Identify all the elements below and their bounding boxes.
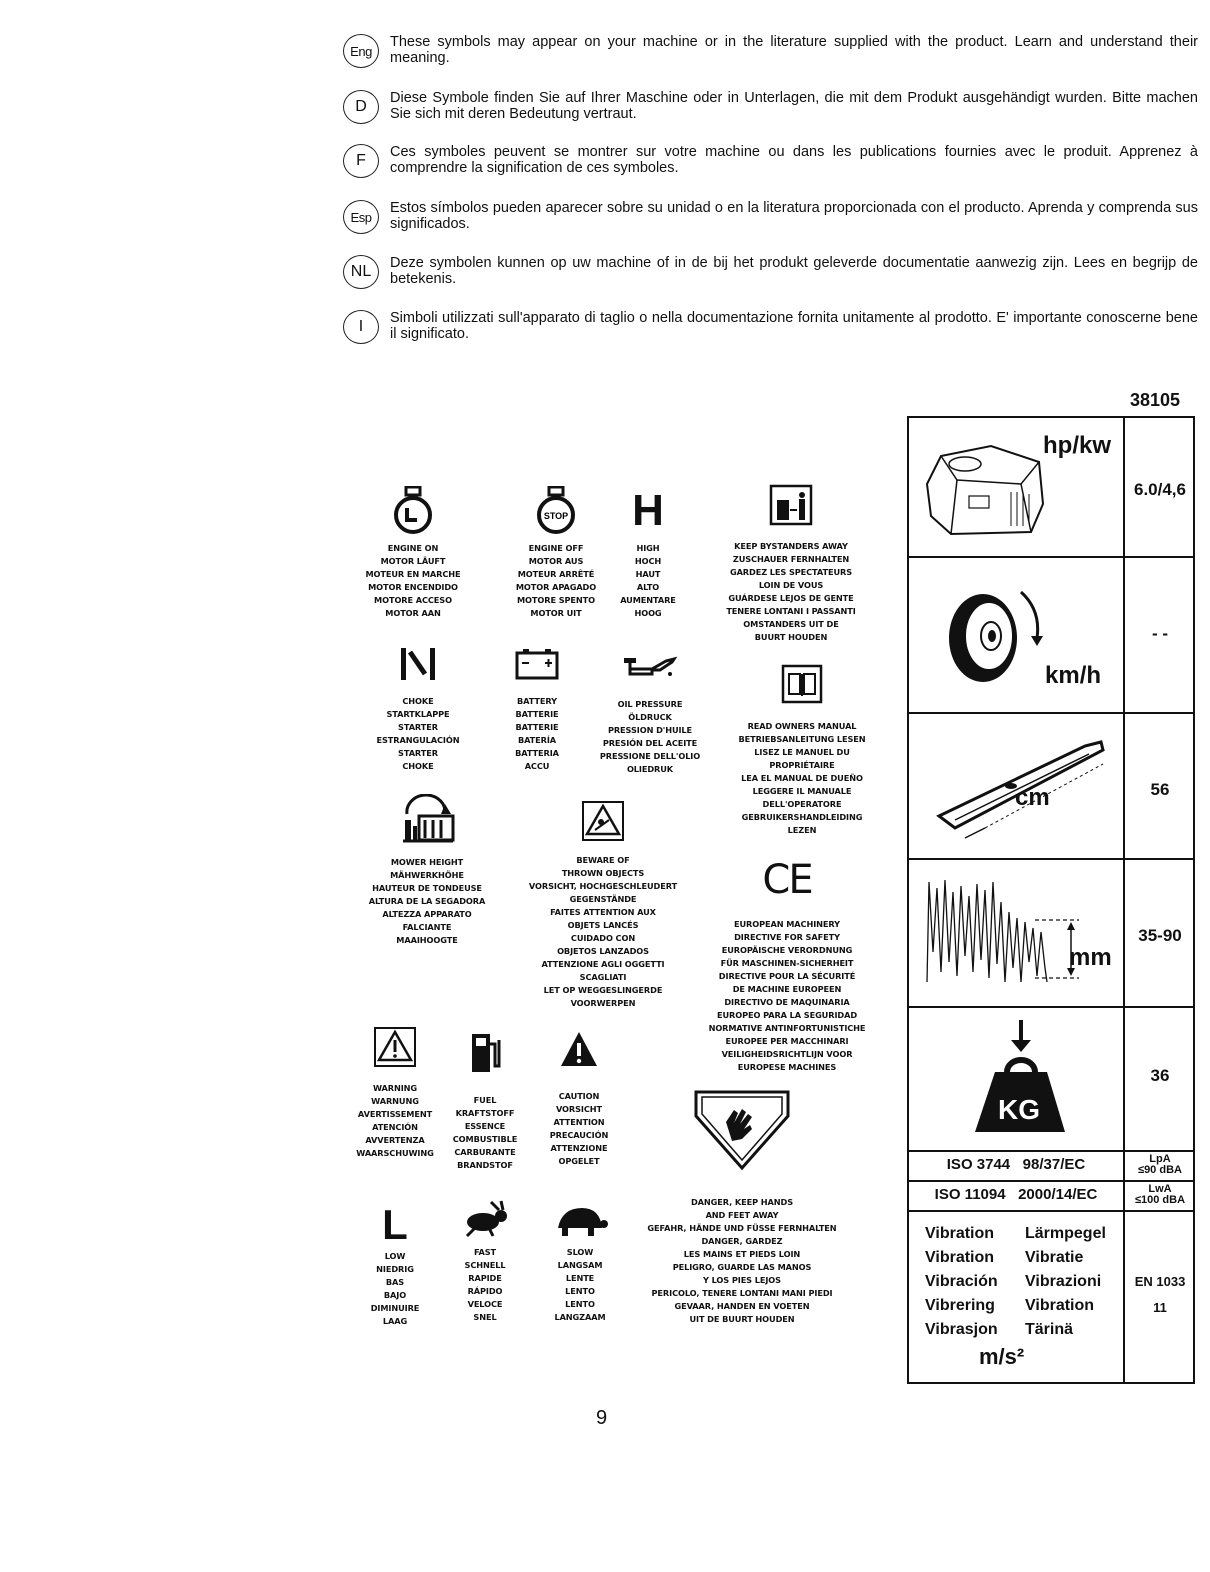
vibration-value: 11	[1153, 1300, 1167, 1315]
iso-row-1	[909, 1156, 1123, 1173]
read-manual-caption: READ OWNERS MANUAL BETRIEBSANLEITUNG LESEN LISEZ LE MANUEL DU PROPRIÉTAIRE LEA EL MANUAL DE DUEÑO LEGGERE IL MANUALE DELL'OPERATORE GEBRUIKERSHANDLEIDING LEZEN	[738, 721, 866, 835]
weight-value: 36	[1150, 1066, 1170, 1085]
symbol-slow	[530, 1206, 630, 1324]
iso1-standard: ISO 3744	[946, 1156, 1011, 1173]
symbol-engine-off	[501, 486, 611, 620]
symbol-battery	[497, 648, 577, 773]
vibration-standard: EN 1033	[1134, 1274, 1186, 1289]
ce-caption: EUROPEAN MACHINERY DIRECTIVE FOR SAFETY EUROPÄISCHE VERORDNUNG FÜR MASCHINEN-SICHERHEIT DIRECTIVE POUR LA SÉCURITÉ DE MACHINE EUROPEEN DIRECTIVO DE MAQUINARIA EUROPEO PARA LA SEGURIDAD NORMATIVE ANTINFORTUNISTICHE EUROPEE PER MACCHINARI VEILIGHEIDSRICHTLIJN VOOR EUROPESE MACHINES	[708, 919, 866, 1072]
symbol-warning	[340, 1026, 450, 1160]
mower-height-icon	[397, 794, 457, 844]
battery-icon	[515, 648, 559, 680]
caution-caption: CAUTION VORSICHT ATTENTION PRECAUCIÓN ATTENZIONE OPGELET	[549, 1091, 609, 1166]
symbol-mower-height	[352, 794, 502, 947]
iso2-standard: ISO 11094	[934, 1186, 1006, 1203]
slow-caption: SLOW LANGSAM LENTE LENTO LENTO LANGZAAM	[554, 1247, 606, 1322]
intro-text-eng: These symbols may appear on your machine or in the literature supplied with the product. Learn and understand their meaning.	[390, 34, 1198, 66]
caution-icon	[559, 1030, 599, 1068]
weight-icon	[965, 1016, 1065, 1146]
power-unit: hp/kw	[1043, 432, 1112, 459]
symbol-engine-on	[358, 486, 468, 620]
iso-row-2	[909, 1186, 1123, 1203]
symbol-choke	[358, 646, 478, 773]
iso-row-1-value: LpA ≤90 dBA	[1138, 1153, 1182, 1176]
thrown-objects-caption: BEWARE OF THROWN OBJECTS VORSICHT, HOCHGESCHLEUDERT GEGENSTÄNDE FAITES ATTENTION AUX OBJETS LANCÉS CUIDADO CON OBJETOS LANZADOS ATTENZIONE AGLI OGGETTI SCAGLIATI LET OP WEGGESLINGERDE VOORWERPEN	[528, 855, 678, 1008]
vibration-labels-right: Lärmpegel Vibratie Vibrazioni Vibration Tärinä	[1025, 1225, 1106, 1338]
warning-caption: WARNING WARNUNG AVERTISSEMENT ATENCIÓN AVVERTENZA WAARSCHUWING	[356, 1083, 434, 1158]
intro-row-i	[343, 310, 1198, 354]
rabbit-icon	[461, 1200, 509, 1240]
fuel-caption: FUEL KRAFTSTOFF ESSENCE COMBUSTIBLE CARBURANTE BRANDSTOF	[452, 1095, 518, 1170]
wheel-icon	[933, 580, 1053, 690]
intro-row-eng	[343, 34, 1198, 78]
speed-unit: km/h	[1045, 662, 1102, 689]
engine-off-icon-text: STOP	[543, 511, 569, 521]
symbol-bystanders	[706, 484, 876, 644]
intro-row-f	[343, 144, 1198, 188]
lang-badge-eng: Eng	[343, 34, 379, 68]
cut-value: 56	[1150, 780, 1170, 799]
spec-divider	[1123, 418, 1125, 1382]
symbol-read-manual	[712, 664, 892, 837]
vibration-labels-left: Vibration Vibration Vibración Vibrering Vibrasjon	[925, 1225, 998, 1338]
intro-text-i: Simboli utilizzati sull'apparato di taglio o nella documentazione fornita unitamente al prodotto. E' importante conoscerne bene il significato.	[390, 310, 1198, 342]
low-letter: L	[382, 1201, 408, 1248]
symbol-hands-danger	[622, 1088, 862, 1326]
fuel-pump-icon	[468, 1032, 502, 1074]
symbol-ce	[682, 858, 892, 1074]
engine-on-icon	[393, 486, 433, 536]
high-letter: H	[632, 486, 664, 535]
page-number: 9	[596, 1407, 608, 1429]
symbol-fuel	[440, 1032, 530, 1172]
intro-text-d: Diese Symbole finden Sie auf Ihrer Maschine oder in Unterlagen, die mit dem Produkt ausgehändigt wurden. Bitte machen Sie sich mit deren Bedeutung vertraut.	[390, 90, 1198, 122]
thrown-objects-icon	[581, 800, 625, 842]
engine-icon	[921, 440, 1051, 540]
power-value: 6.0/4,6	[1134, 480, 1186, 499]
engine-off-icon	[536, 486, 576, 536]
intro-row-esp	[343, 200, 1198, 244]
symbol-fast	[440, 1200, 530, 1324]
iso2-directive: 2000/14/EC	[1018, 1186, 1098, 1203]
speed-value: - -	[1151, 624, 1169, 643]
weight-unit: KG	[998, 1094, 1040, 1125]
intro-text-esp: Estos símbolos pueden aparecer sobre su unidad o en la literatura proporcionada con el producto. Aprenda y comprenda sus significados.	[390, 200, 1198, 232]
symbol-caution	[534, 1030, 624, 1168]
turtle-icon	[552, 1206, 608, 1240]
grass-icon	[923, 872, 1083, 992]
lang-badge-d: D	[343, 90, 379, 124]
hands-danger-caption: DANGER, KEEP HANDS AND FEET AWAY GEFAHR, HÄNDE UND FÜSSE FERNHALTEN DANGER, GARDEZ LES MAINS ET PIEDS LOIN PELIGRO, GUARDE LAS MANOS Y LOS PIES LEJOS PERICOLO, TENERE LONTANI MANI PIEDI GEVAAR, HANDEN EN VOETEN UIT DE BUURT HOUDEN	[647, 1197, 837, 1324]
intro-row-d	[343, 90, 1198, 134]
battery-caption: BATTERY BATTERIE BATTERIE BATERÍA BATTERIA ACCU	[515, 696, 559, 771]
spec-table	[907, 416, 1195, 1384]
vibration-unit: m/s²	[979, 1344, 1025, 1369]
cut-unit: cm	[1015, 784, 1050, 811]
hand-danger-icon	[692, 1088, 792, 1172]
symbol-high	[608, 486, 688, 620]
oil-pressure-caption: OIL PRESSURE ÖLDRUCK PRESSION D'HUILE PRESIÓN DEL ACEITE PRESSIONE DELL'OLIO OLIEDRUK	[599, 699, 701, 774]
engine-on-caption: ENGINE ON MOTOR LÄUFT MOTEUR EN MARCHE MOTOR ENCENDIDO MOTORE ACCESO MOTOR AAN	[365, 543, 461, 618]
warning-icon	[373, 1026, 417, 1068]
intro-text-nl: Deze symbolen kunnen op uw machine of in de bij het produkt geleverde documentatie aanwezig zijn. Lees en begrijp de betekenis.	[390, 255, 1198, 287]
lang-badge-f: F	[343, 144, 379, 178]
intro-row-nl	[343, 255, 1198, 299]
fast-caption: FAST SCHNELL RAPIDE RÁPIDO VELOCE SNEL	[464, 1247, 506, 1322]
height-value: 35-90	[1138, 926, 1182, 945]
high-caption: HIGH HOCH HAUT ALTO AUMENTARE HOOG	[620, 543, 676, 618]
lang-badge-i: I	[343, 310, 379, 344]
symbol-low	[350, 1201, 440, 1328]
lang-badge-esp: Esp	[343, 200, 379, 234]
height-unit: mm	[1069, 944, 1112, 971]
model-number: 38105	[1130, 390, 1181, 410]
intro-text-f: Ces symboles peuvent se montrer sur votre machine ou dans les publications fournies avec le produit. Apprenez à comprendre la signification de ces symboles.	[390, 144, 1198, 176]
mower-height-caption: MOWER HEIGHT MÄHWERKHÖHE HAUTEUR DE TONDEUSE ALTURA DE LA SEGADORA ALTEZZA APPARATO FALCIANTE MAAIHOOGTE	[368, 857, 486, 945]
lang-badge-nl: NL	[343, 255, 379, 289]
low-caption: LOW NIEDRIG BAS BAJO DIMINUIRE LAAG	[370, 1251, 420, 1326]
choke-caption: CHOKE STARTKLAPPE STARTER ESTRANGULACIÓN STARTER CHOKE	[376, 696, 460, 771]
iso-row-2-value: LwA ≤100 dBA	[1134, 1183, 1186, 1206]
choke-icon	[398, 646, 438, 682]
symbol-thrown-objects	[514, 800, 692, 1010]
bystanders-caption: KEEP BYSTANDERS AWAY ZUSCHAUER FERNHALTEN GARDEZ LES SPECTATEURS LOIN DE VOUS GUÁRDESE LEJOS DE GENTE TENERE LONTANI I PASSANTI OMSTANDERS UIT DE BUURT HOUDEN	[726, 541, 856, 642]
oil-can-icon	[622, 652, 678, 682]
iso1-directive: 98/37/EC	[1022, 1156, 1086, 1173]
engine-off-caption: ENGINE OFF MOTOR AUS MOTEUR ARRÊTÉ MOTOR APAGADO MOTORE SPENTO MOTOR UIT	[515, 543, 597, 618]
manual-icon	[781, 664, 823, 704]
symbol-oil-pressure	[580, 652, 720, 776]
ce-mark: CE	[762, 857, 812, 903]
bystanders-icon	[769, 484, 813, 526]
